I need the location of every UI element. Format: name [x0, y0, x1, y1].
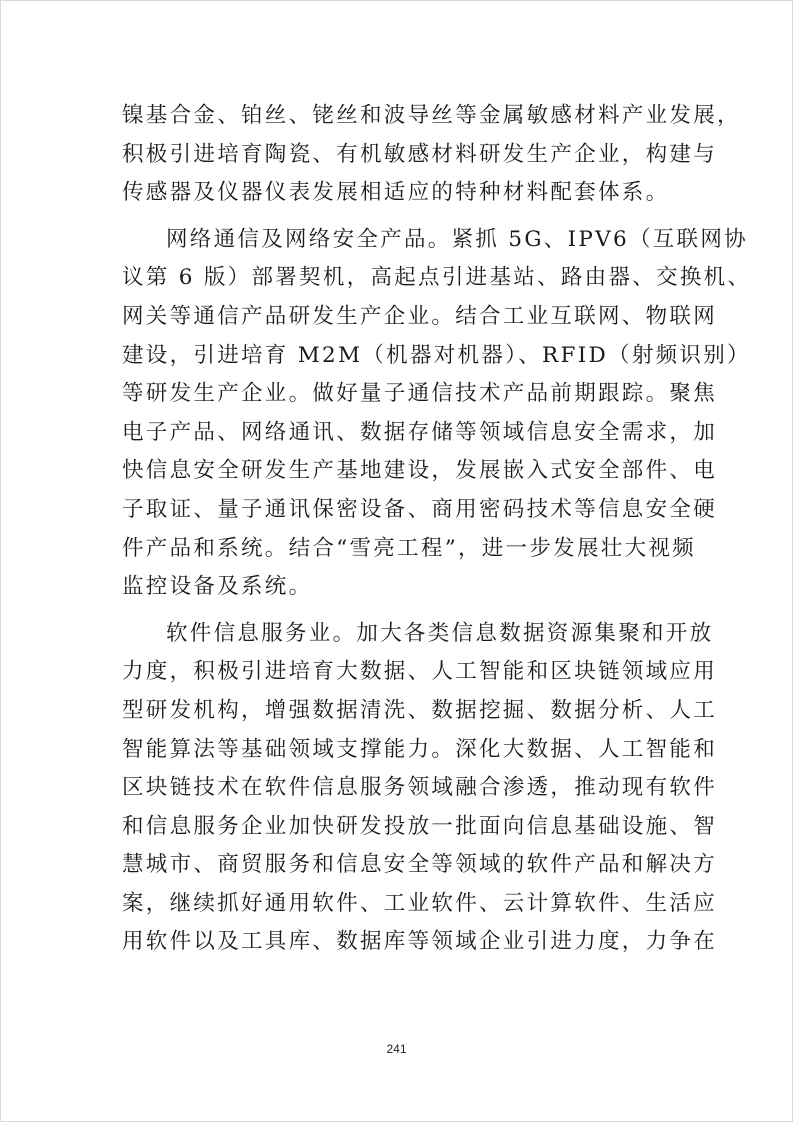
paragraph-network-security — [122, 221, 752, 607]
text-line: 软件信息服务业。加大各类信息数据资源集聚和开放 — [166, 620, 714, 646]
text-line: 电子产品、网络通讯、数据存储等领域信息安全需求，加 — [122, 419, 718, 445]
text-line: 用软件以及工具库、数据库等领域企业引进力度，力争在 — [122, 929, 718, 955]
text-line: 议第 6 版）部署契机，高起点引进基站、路由器、交换机、 — [122, 265, 752, 291]
text-line: 积极引进培育陶瓷、有机敏感材料研发生产企业，构建与 — [122, 141, 718, 167]
page-number: 241 — [386, 1042, 407, 1056]
document-body — [122, 97, 752, 962]
text-line: 传感器及仪器仪表发展相适应的特种材料配套体系。 — [122, 180, 670, 206]
text-line: 区块链技术在软件信息服务领域融合渗透，推动现有软件 — [122, 775, 718, 801]
text-line: 监控设备及系统。 — [122, 574, 313, 600]
text-line: 件产品和系统。结合“雪亮工程”，进一步发展壮大视频 — [122, 535, 696, 561]
text-line: 网关等通信产品研发生产企业。结合工业互联网、物联网 — [122, 303, 718, 329]
text-line: 案，继续抓好通用软件、工业软件、云计算软件、生活应 — [122, 890, 718, 916]
paragraph-software-services — [122, 615, 718, 962]
text-line: 等研发生产企业。做好量子通信技术产品前期跟踪。聚焦 — [122, 381, 718, 407]
text-line: 快信息安全研发生产基地建设，发展嵌入式安全部件、电 — [122, 458, 718, 484]
text-line: 网络通信及网络安全产品。紧抓 5G、IPV6（互联网协 — [166, 226, 748, 252]
paragraph-materials-continuation — [122, 97, 741, 213]
text-line: 建设，引进培育 M2M（机器对机器）、RFID（射频识别） — [122, 342, 751, 368]
text-line: 智能算法等基础领域支撑能力。深化大数据、人工智能和 — [122, 736, 718, 762]
text-line: 镍基合金、铂丝、铑丝和波导丝等金属敏感材料产业发展， — [122, 103, 741, 128]
text-line: 慧城市、商贸服务和信息安全等领域的软件产品和解决方 — [122, 852, 718, 878]
text-line: 和信息服务企业加快研发投放一批面向信息基础设施、智 — [122, 813, 718, 839]
text-line: 型研发机构，增强数据清洗、数据挖掘、数据分析、人工 — [122, 697, 718, 723]
text-line: 子取证、量子通讯保密设备、商用密码技术等信息安全硬 — [122, 496, 718, 522]
text-line: 力度，积极引进培育大数据、人工智能和区块链领域应用 — [122, 659, 718, 685]
